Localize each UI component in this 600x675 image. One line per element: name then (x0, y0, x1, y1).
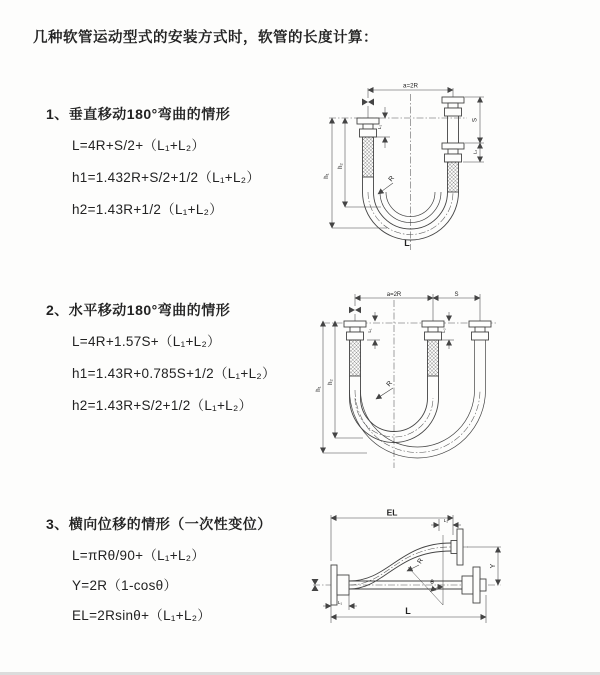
right-flange-lower (462, 567, 486, 603)
dim-label-h2: h₂ (338, 163, 344, 169)
dim-label-s: S (454, 292, 459, 298)
section-3-formula-EL: EL=2Rsinθ+（L₁+L₂） (72, 608, 212, 623)
bend-radius-label: R (387, 174, 397, 184)
dimension-lines (323, 294, 480, 453)
dim-label-a2r: a=2R (403, 82, 418, 90)
length-label: L (404, 238, 410, 248)
section-1-formula-h2: h2=1.43R+1/2（L₁+L₂） (72, 202, 223, 217)
angle-construction (408, 535, 443, 605)
dim-label-l2: L₂ (443, 519, 449, 524)
dim-label-l1: L₁ (378, 124, 383, 130)
section-3-formula-L: L=πRθ/90+（L₁+L₂） (72, 548, 206, 563)
position-marker-icon (349, 307, 361, 313)
diagram-lateral-displacement (305, 505, 600, 650)
section-1-formula-h1: h1=1.432R+S/2+1/2（L₁+L₂） (72, 170, 261, 185)
right-flange-displaced (469, 321, 491, 340)
section-2-formula-h2: h2=1.43R+S/2+1/2（L₁+L₂） (72, 398, 253, 413)
section-3-heading: 3、横向位移的情形（一次性变位） (46, 516, 272, 532)
bend-radius-label: R (385, 379, 395, 389)
s-curved-hose (349, 543, 451, 589)
hose-u-bends (350, 340, 486, 458)
left-flange (344, 321, 366, 340)
right-flange-upper (442, 97, 464, 116)
dim-label-l1: L₁ (368, 328, 373, 333)
section-1-heading: 1、垂直移动180°弯曲的情形 (46, 106, 231, 122)
right-hose-braid (448, 162, 459, 192)
middle-hose-braid (428, 340, 439, 376)
middle-flange (422, 321, 444, 340)
dim-label-l1: L₁ (337, 601, 343, 606)
section-2-formula-L: L=4R+1.57S+（L₁+L₂） (72, 334, 221, 349)
page-title: 几种软管运动型式的安装方式时，软管的长度计算： (33, 30, 378, 46)
section-2-formula-h1: h1=1.43R+0.785S+1/2（L₁+L₂） (72, 366, 276, 381)
diagram-vertical-movement (315, 80, 510, 252)
dim-label-h2: h₂ (328, 379, 334, 385)
bend-radius-label: R (416, 557, 425, 566)
left-hose-braid (350, 340, 361, 376)
section-3-formula-Y: Y=2R（1-cosθ） (72, 578, 178, 593)
dim-label-l2: L₂ (442, 328, 447, 333)
position-marker-icon (362, 99, 374, 106)
section-2-heading: 2、水平移动180°弯曲的情形 (46, 302, 231, 318)
angle-label: θ (430, 579, 434, 586)
left-flange (357, 118, 379, 137)
dim-label-s: S (471, 117, 479, 123)
dim-label-h1: h₁ (324, 173, 330, 179)
dim-label-a2r: a=2R (386, 292, 402, 298)
dim-label-l: L (405, 606, 411, 616)
dim-label-y: Y (490, 563, 497, 569)
dim-label-el: EL (386, 507, 398, 518)
diagram-horizontal-movement (315, 286, 510, 472)
left-flange (331, 565, 349, 605)
right-flange-lower (442, 143, 464, 162)
left-hose-braid (363, 137, 374, 177)
section-1-formula-L: L=4R+S/2+（L₁+L₂） (72, 138, 206, 153)
dim-label-l2: L₂ (473, 149, 479, 155)
dim-label-h1: h₁ (316, 386, 322, 392)
